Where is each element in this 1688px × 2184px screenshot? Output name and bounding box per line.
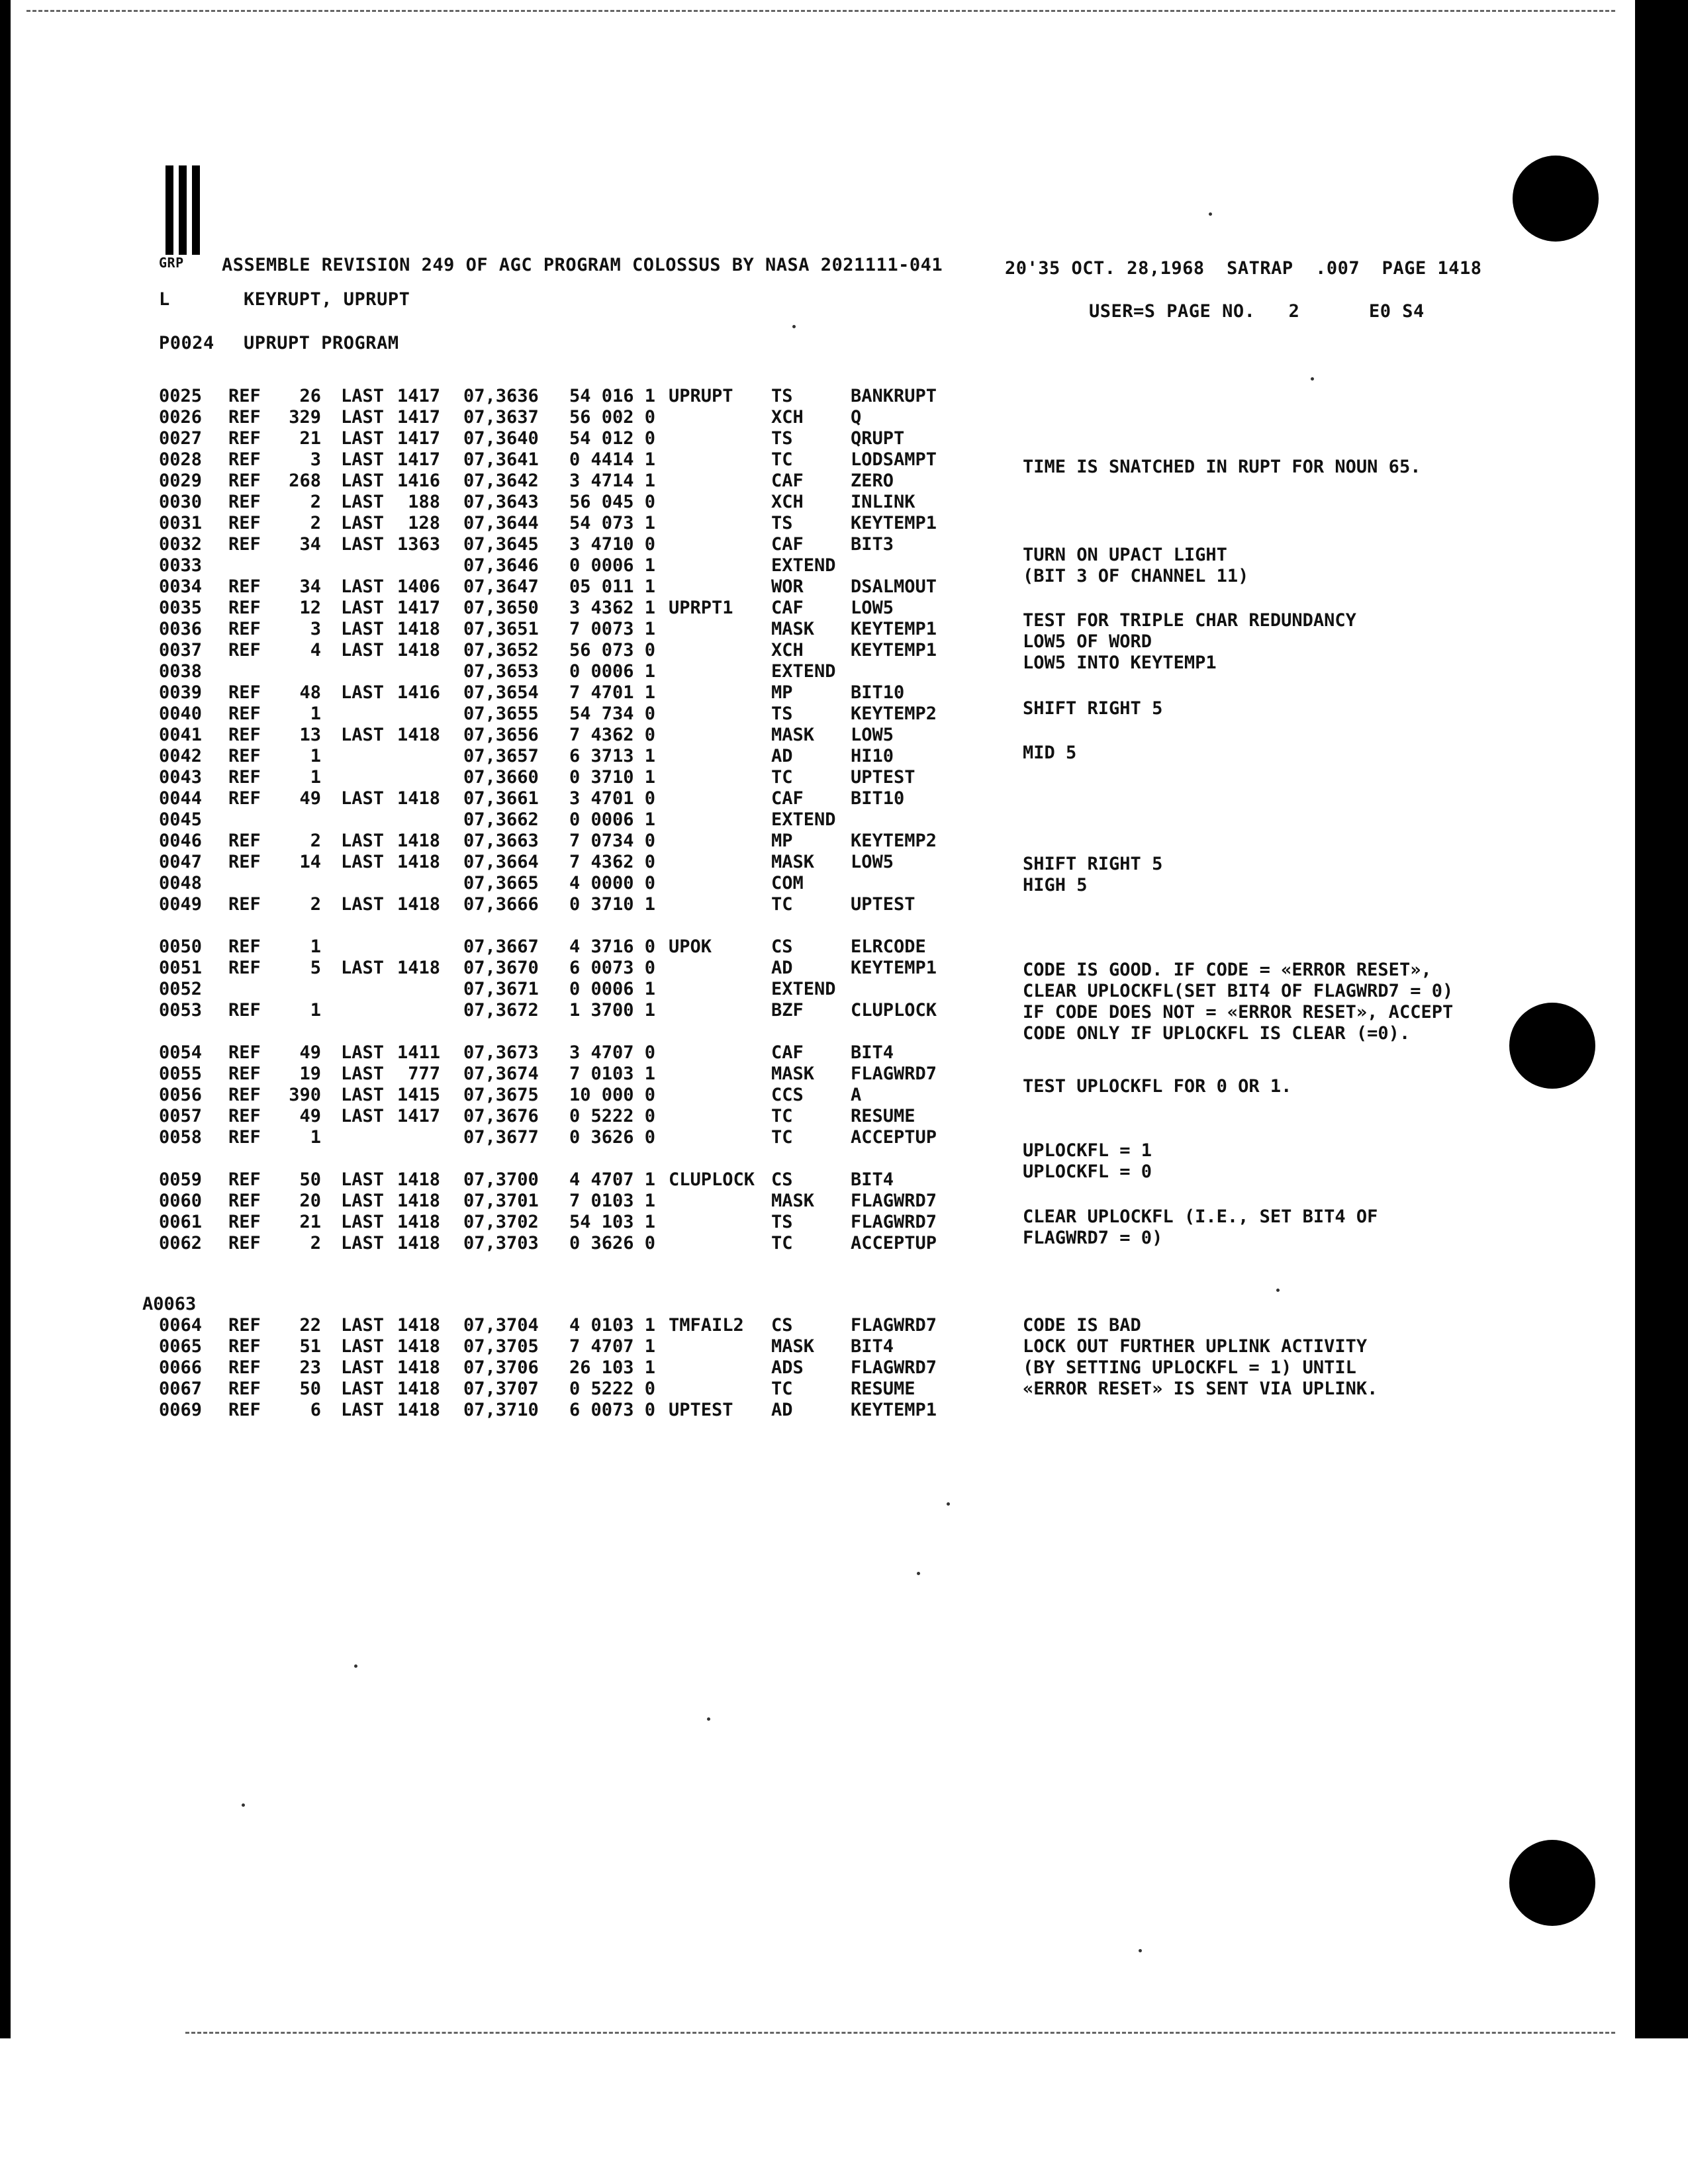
comment-line: CODE ONLY IF UPLOCKFL IS CLEAR (=0).	[1023, 1023, 1411, 1044]
listing-row: 0052 07,3671 0 0006 1 EXTEND	[159, 979, 836, 999]
listing-row: 0065 REF 51 LAST 1418 07,3705 7 4707 1 MASK BIT4	[159, 1336, 894, 1357]
timestamp-line: 20'35 OCT. 28,1968 SATRAP .007 PAGE 1418	[1005, 258, 1482, 279]
listing-row: 0026 REF 329 LAST 1417 07,3637 56 002 0 XCH Q	[159, 407, 862, 428]
speck	[707, 1717, 710, 1721]
comment-line: SHIFT RIGHT 5	[1023, 698, 1163, 719]
speck	[792, 325, 796, 328]
listing-row: 0045 07,3662 0 0006 1 EXTEND	[159, 809, 836, 830]
listing-row: 0062 REF 2 LAST 1418 07,3703 0 3626 0 TC ACCEPTUP	[159, 1233, 937, 1253]
comment-line: TIME IS SNATCHED IN RUPT FOR NOUN 65.	[1023, 457, 1421, 477]
listing-row: 0058 REF 1 07,3677 0 3626 0 TC ACCEPTUP	[159, 1127, 937, 1148]
comment-line: TEST UPLOCKFL FOR 0 OR 1.	[1023, 1076, 1292, 1097]
listing-row: 0036 REF 3 LAST 1418 07,3651 7 0073 1 MASK KEYTEMP1	[159, 619, 937, 639]
listing-row: 0069 REF 6 LAST 1418 07,3710 6 0073 0 UPTEST AD KEYTEMP1	[159, 1400, 937, 1420]
listing-row: 0048 07,3665 4 0000 0 COM	[159, 873, 804, 893]
comment-line: LOW5 INTO KEYTEMP1	[1023, 653, 1217, 673]
listing-row: 0066 REF 23 LAST 1418 07,3706 26 103 1 ADS FLAGWRD7	[159, 1357, 937, 1378]
listing-row: 0053 REF 1 07,3672 1 3700 1 BZF CLUPLOCK	[159, 1000, 937, 1021]
comment-line: CLEAR UPLOCKFL (I.E., SET BIT4 OF	[1023, 1206, 1378, 1227]
speck	[1276, 1289, 1280, 1292]
listing-row: A0063	[142, 1294, 197, 1314]
listing-row: 0061 REF 21 LAST 1418 07,3702 54 103 1 TS FLAGWRD7	[159, 1212, 937, 1232]
punch-hole-top	[1513, 156, 1599, 242]
listing-row: 0047 REF 14 LAST 1418 07,3664 7 4362 0 MASK LOW5	[159, 852, 894, 872]
binder-comb-icon	[165, 165, 205, 258]
speck	[1209, 212, 1212, 216]
assemble-line: ASSEMBLE REVISION 249 OF AGC PROGRAM COLOSSUS BY NASA 2021111-041	[222, 255, 943, 275]
listing-row: 0031 REF 2 LAST 128 07,3644 54 073 1 TS KEYTEMP1	[159, 513, 937, 533]
speck	[242, 1803, 245, 1807]
listing-row: 0059 REF 50 LAST 1418 07,3700 4 4707 1 CLUPLOCK CS BIT4	[159, 1169, 894, 1190]
listing-row: 0042 REF 1 07,3657 6 3713 1 AD HI10	[159, 746, 894, 766]
log-section-title: KEYRUPT, UPRUPT	[244, 289, 410, 310]
comment-line: CLEAR UPLOCKFL(SET BIT4 OF FLAGWRD7 = 0)	[1023, 981, 1454, 1001]
comment-line: HIGH 5	[1023, 875, 1088, 895]
listing-row: 0067 REF 50 LAST 1418 07,3707 0 5222 0 TC RESUME	[159, 1379, 915, 1399]
listing-row: 0039 REF 48 LAST 1416 07,3654 7 4701 1 MP BIT10	[159, 682, 905, 703]
speck	[1139, 1949, 1142, 1952]
listing-row: 0049 REF 2 LAST 1418 07,3666 0 3710 1 TC UPTEST	[159, 894, 915, 915]
log-section-marker: L	[159, 289, 170, 310]
listing-row: 0040 REF 1 07,3655 54 734 0 TS KEYTEMP2	[159, 704, 937, 724]
listing-row: 0055 REF 19 LAST 777 07,3674 7 0103 1 MASK FLAGWRD7	[159, 1064, 937, 1084]
listing-row: 0029 REF 268 LAST 1416 07,3642 3 4714 1 CAF ZERO	[159, 471, 894, 491]
listing-row: 0038 07,3653 0 0006 1 EXTEND	[159, 661, 836, 682]
listing-row: 0064 REF 22 LAST 1418 07,3704 4 0103 1 TMFAIL2 CS FLAGWRD7	[159, 1315, 937, 1336]
speck	[1311, 377, 1314, 381]
punch-hole-bottom	[1509, 1840, 1595, 1926]
bottom-margin	[0, 2038, 1688, 2184]
listing-row: 0032 REF 34 LAST 1363 07,3645 3 4710 0 CAF BIT3	[159, 534, 894, 555]
bottom-dashed-edge	[185, 2032, 1615, 2034]
listing-row: 0034 REF 34 LAST 1406 07,3647 05 011 1 WOR DSALMOUT	[159, 576, 937, 597]
comment-line: TEST FOR TRIPLE CHAR REDUNDANCY	[1023, 610, 1356, 631]
comment-line: TURN ON UPACT LIGHT	[1023, 545, 1227, 565]
listing-row: 0037 REF 4 LAST 1418 07,3652 56 073 0 XCH KEYTEMP1	[159, 640, 937, 660]
comment-line: LOW5 OF WORD	[1023, 631, 1152, 652]
page-code: E0 S4	[1369, 301, 1425, 322]
program-name: UPRUPT PROGRAM	[244, 333, 399, 353]
listing-row: 0044 REF 49 LAST 1418 07,3661 3 4701 0 CAF BIT10	[159, 788, 905, 809]
speck	[947, 1502, 950, 1506]
comment-line: (BIT 3 OF CHANNEL 11)	[1023, 566, 1249, 586]
comment-line: SHIFT RIGHT 5	[1023, 854, 1163, 874]
top-dashed-edge	[26, 10, 1615, 12]
speck	[917, 1572, 920, 1575]
listing-row: 0046 REF 2 LAST 1418 07,3663 7 0734 0 MP KEYTEMP2	[159, 831, 937, 851]
comment-line: IF CODE DOES NOT = «ERROR RESET», ACCEPT	[1023, 1002, 1454, 1023]
comment-line: UPLOCKFL = 0	[1023, 1161, 1152, 1182]
user-page-number: USER=S PAGE NO. 2	[1089, 301, 1300, 322]
comment-line: (BY SETTING UPLOCKFL = 1) UNTIL	[1023, 1357, 1356, 1378]
assemble-prefix: GRP	[159, 255, 184, 271]
program-marker: P0024	[159, 333, 214, 353]
listing-row: 0025 REF 26 LAST 1417 07,3636 54 016 1 UPRUPT TS BANKRUPT	[159, 386, 937, 406]
comment-line: UPLOCKFL = 1	[1023, 1140, 1152, 1161]
comment-line: CODE IS GOOD. IF CODE = «ERROR RESET»,	[1023, 960, 1432, 980]
listing-row: 0028 REF 3 LAST 1417 07,3641 0 4414 1 TC LODSAMPT	[159, 449, 937, 470]
comment-line: CODE IS BAD	[1023, 1315, 1141, 1336]
comment-line: LOCK OUT FURTHER UPLINK ACTIVITY	[1023, 1336, 1368, 1357]
comment-line: FLAGWRD7 = 0)	[1023, 1228, 1163, 1248]
listing-row: 0043 REF 1 07,3660 0 3710 1 TC UPTEST	[159, 767, 915, 788]
speck	[354, 1664, 357, 1668]
scan-edge-right	[1635, 0, 1688, 2038]
listing-row: 0056 REF 390 LAST 1415 07,3675 10 000 0 CCS A	[159, 1085, 862, 1105]
listing-row: 0050 REF 1 07,3667 4 3716 0 UPOK CS ELRCODE	[159, 936, 926, 957]
listing-row: 0041 REF 13 LAST 1418 07,3656 7 4362 0 MASK LOW5	[159, 725, 894, 745]
listing-row: 0035 REF 12 LAST 1417 07,3650 3 4362 1 UPRPT1 CAF LOW5	[159, 598, 894, 618]
listing-row: 0057 REF 49 LAST 1417 07,3676 0 5222 0 TC RESUME	[159, 1106, 915, 1126]
comment-line: MID 5	[1023, 743, 1077, 763]
comment-line: «ERROR RESET» IS SENT VIA UPLINK.	[1023, 1379, 1378, 1399]
listing-row: 0054 REF 49 LAST 1411 07,3673 3 4707 0 CAF BIT4	[159, 1042, 894, 1063]
listing-row: 0030 REF 2 LAST 188 07,3643 56 045 0 XCH INLINK	[159, 492, 915, 512]
listing-row: 0060 REF 20 LAST 1418 07,3701 7 0103 1 MASK FLAGWRD7	[159, 1191, 937, 1211]
listing-row: 0033 07,3646 0 0006 1 EXTEND	[159, 555, 836, 576]
listing-row: 0027 REF 21 LAST 1417 07,3640 54 012 0 TS QRUPT	[159, 428, 905, 449]
listing-row: 0051 REF 5 LAST 1418 07,3670 6 0073 0 AD KEYTEMP1	[159, 958, 937, 978]
